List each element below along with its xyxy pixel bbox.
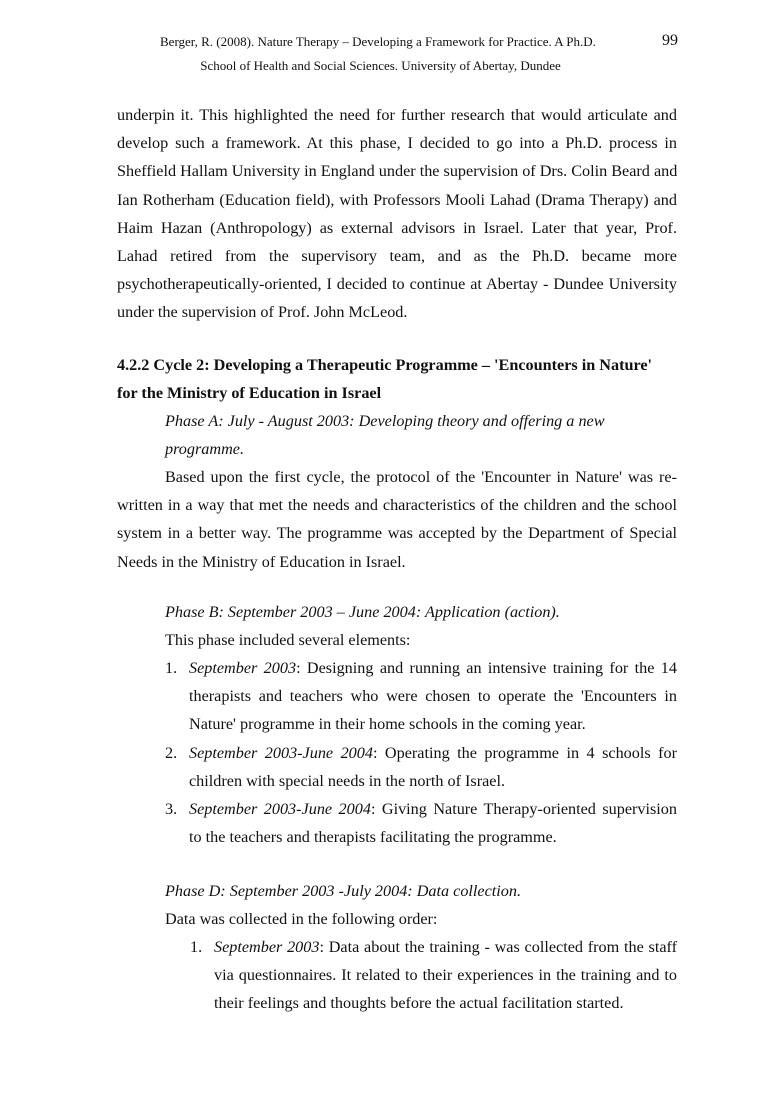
text-line: Needs in the Ministry of Education in Israel.	[117, 552, 406, 571]
text-line: written in a way that met the needs and characteristics of the children and the school	[117, 496, 677, 515]
section-heading	[117, 351, 677, 407]
section-heading-line: 4.2.2 Cycle 2: Developing a Therapeutic Programme – 'Encounters in Nature'	[117, 356, 653, 374]
phase-d-title: Phase D: September 2003 -July 2004: Data collection.	[165, 882, 522, 900]
text-line: develop such a framework. At this phase, I decided to go into a Ph.D. process in	[117, 134, 677, 153]
phase-b-title: Phase B: September 2003 – June 2004: Application (action).	[165, 603, 560, 621]
phase-a-paragraph	[117, 463, 677, 576]
header-citation: Berger, R. (2008). Nature Therapy – Developing a Framework for Practice. A Ph.D.	[160, 34, 596, 49]
section-heading-line: for the Ministry of Education in Israel	[117, 384, 382, 402]
list-item-date: September 2003-June 2004	[189, 800, 371, 819]
text-line: Sheffield Hallam University in England under the supervision of Drs. Colin Beard and	[117, 162, 678, 181]
list-item-text: : Giving Nature Therapy-oriented supervision to the teachers and therapists facilitating the programme.	[189, 800, 677, 847]
text-line: Lahad retired from the supervisory team, and as the Ph.D. became more	[117, 247, 677, 266]
list-item	[165, 795, 677, 851]
list-item-number: 3.	[165, 800, 178, 819]
text-line: Haim Hazan (Anthropology) as external advisors in Israel. Later that year, Prof.	[117, 218, 677, 237]
intro-paragraph	[117, 101, 677, 327]
phase-d-intro: Data was collected in the following order:	[165, 910, 438, 928]
list-item-text: : Designing and running an intensive training for the 14 therapists and teachers who were chosen to operate the 'Encounters in Nature' programme in their home schools in the coming year.	[189, 659, 677, 734]
phase-d-list	[190, 933, 677, 1018]
list-item-body	[190, 933, 677, 1018]
list-item-number: 1.	[165, 659, 178, 677]
phase-a-title-line: Phase A: July - August 2003: Developing theory and offering a new	[165, 412, 605, 430]
phase-a-title-line: programme.	[165, 440, 244, 458]
phase-b-list	[165, 654, 677, 851]
text-line: system in a better way. The programme was accepted by the Department of Special	[117, 524, 677, 543]
list-item-date: September 2003	[189, 659, 297, 677]
phase-b-intro: This phase included several elements:	[165, 631, 411, 649]
text-line: psychotherapeutically-oriented, I decided to continue at Abertay - Dundee University	[117, 275, 677, 294]
text-line: underpin it. This highlighted the need for further research that would articulate and	[117, 106, 677, 124]
list-item-date: September 2003-June 2004	[189, 743, 373, 762]
page-number: 99	[662, 32, 678, 49]
list-item-number: 2.	[165, 743, 178, 762]
list-item-body	[165, 654, 677, 739]
list-item	[165, 654, 677, 739]
list-item-text: : Data about the training - was collected from the staff via questionnaires. It related to their experiences in the training and to their feelings and thoughts before the actual facilitation started.	[214, 938, 677, 1013]
list-item-text: : Operating the programme in 4 schools for children with special needs in the north of Israel.	[189, 743, 677, 790]
header-institution: School of Health and Social Sciences. University of Abertay, Dundee	[200, 58, 561, 73]
text-line: under the supervision of Prof. John McLeod.	[117, 303, 408, 322]
text-line: Ian Rotherham (Education field), with Professors Mooli Lahad (Drama Therapy) and	[117, 190, 677, 209]
list-item-body	[165, 739, 677, 795]
list-item	[165, 739, 677, 795]
text-line: Based upon the first cycle, the protocol of the 'Encounter in Nature' was re-	[165, 468, 677, 486]
list-item-date: September 2003	[214, 938, 320, 956]
phase-a-title	[165, 407, 685, 463]
list-item	[190, 933, 677, 1018]
list-item-number: 1.	[190, 938, 203, 956]
list-item-body	[165, 795, 677, 851]
